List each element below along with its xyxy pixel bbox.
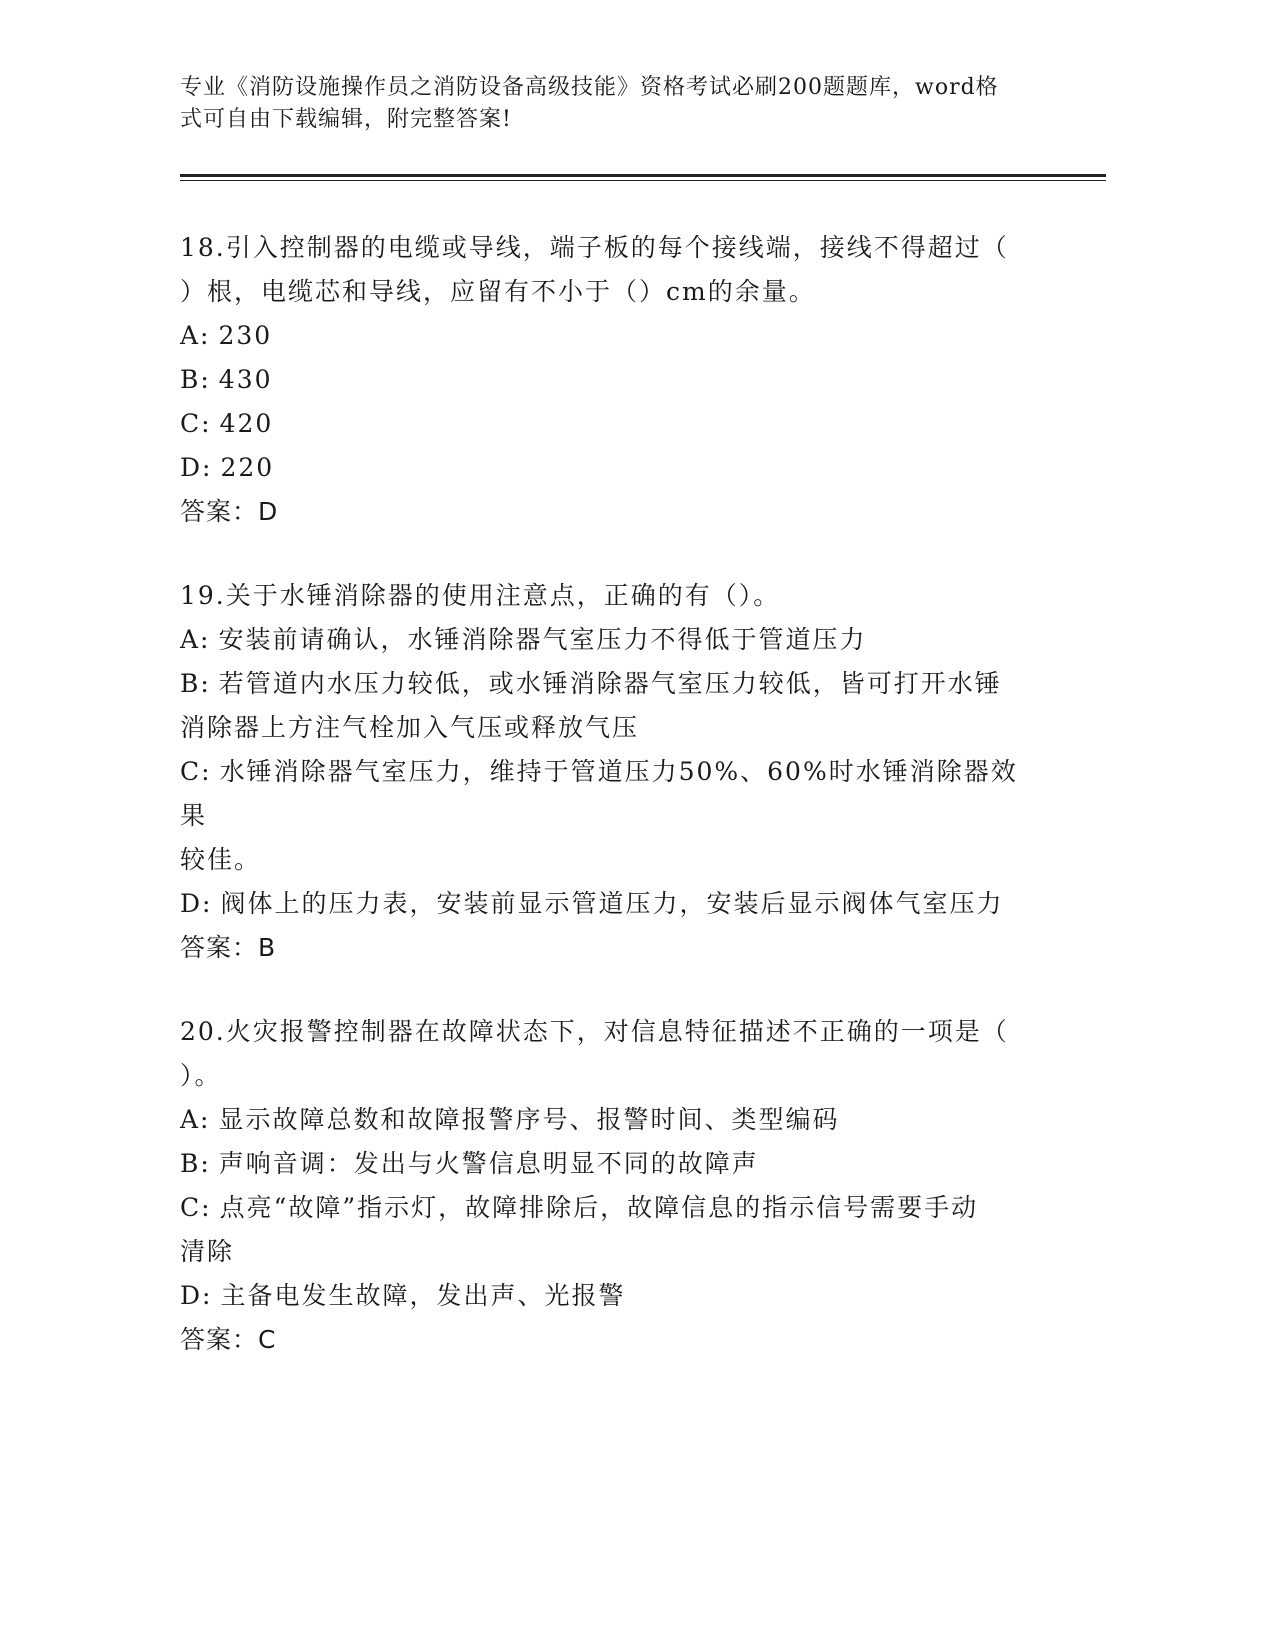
option-label: B: xyxy=(180,1149,211,1178)
option-label: C: xyxy=(180,409,212,438)
header-line-2: 式可自由下载编辑，附完整答案! xyxy=(180,107,512,132)
option-b xyxy=(180,662,1040,706)
header-divider-thin xyxy=(180,180,1106,181)
question-stem-line: 20.火灾报警控制器在故障状态下，对信息特征描述不正确的一项是（ xyxy=(180,1017,1009,1046)
option-label: D: xyxy=(180,453,213,482)
header-divider-thick xyxy=(180,174,1106,177)
option-text: 230 xyxy=(218,321,273,350)
document-header xyxy=(180,72,1060,136)
option-a xyxy=(180,618,1040,662)
header-line-1: 专业《消防设施操作员之消防设备高级技能》资格考试必刷200题题库，word格 xyxy=(180,75,999,100)
option-text: 显示故障总数和故障报警序号、报警时间、类型编码 xyxy=(218,1105,840,1134)
option-label: A: xyxy=(180,1105,211,1134)
option-text: 430 xyxy=(218,365,273,394)
option-b xyxy=(180,358,1040,402)
answer-label: 答案：B xyxy=(180,933,277,962)
question-stem-line: ）。 xyxy=(180,1061,222,1090)
option-label: B: xyxy=(180,669,211,698)
option-label: D: xyxy=(180,889,213,918)
option-text: 声响音调：发出与火警信息明显不同的故障声 xyxy=(218,1149,759,1178)
answer-label: 答案：C xyxy=(180,1325,277,1354)
question-18 xyxy=(180,226,1040,534)
option-text: 阀体上的压力表，安装前显示管道压力，安装后显示阀体气室压力 xyxy=(220,889,1004,918)
option-text: 220 xyxy=(220,453,275,482)
option-label: D: xyxy=(180,1281,213,1310)
question-19 xyxy=(180,574,1040,970)
option-text: 若管道内水压力较低，或水锤消除器气室压力较低，皆可打开水锤 xyxy=(218,669,1002,698)
option-label: A: xyxy=(180,321,211,350)
option-label: C: xyxy=(180,1193,212,1222)
question-20 xyxy=(180,1010,1040,1362)
option-text: 主备电发生故障，发出声、光报警 xyxy=(220,1281,626,1310)
option-d xyxy=(180,1274,1040,1318)
option-c xyxy=(180,402,1040,446)
option-b-continuation: 消除器上方注气栓加入气压或释放气压 xyxy=(180,713,640,742)
option-text: 水锤消除器气室压力，维持于管道压力50%、60%时水锤消除器效果 xyxy=(180,757,1018,830)
option-text: 点亮“故障”指示灯，故障排除后，故障信息的指示信号需要手动 xyxy=(219,1193,979,1222)
question-stem-line: ）根，电缆芯和导线，应留有不小于（）cm的余量。 xyxy=(180,277,816,306)
option-text: 安装前请确认，水锤消除器气室压力不得低于管道压力 xyxy=(218,625,867,654)
option-text: 420 xyxy=(219,409,274,438)
option-d xyxy=(180,882,1040,926)
option-label: C: xyxy=(180,757,212,786)
option-a xyxy=(180,314,1040,358)
question-stem-line: 19.关于水锤消除器的使用注意点，正确的有（）。 xyxy=(180,581,781,610)
option-c xyxy=(180,1186,1040,1230)
option-label: B: xyxy=(180,365,211,394)
option-a xyxy=(180,1098,1040,1142)
option-label: A: xyxy=(180,625,211,654)
question-stem-line: 18.引入控制器的电缆或导线，端子板的每个接线端，接线不得超过（ xyxy=(180,233,1009,262)
option-c xyxy=(180,750,1040,838)
question-list xyxy=(180,226,1040,1402)
answer-label: 答案：D xyxy=(180,497,279,526)
option-c-continuation: 清除 xyxy=(180,1237,235,1266)
option-d xyxy=(180,446,1040,490)
option-b xyxy=(180,1142,1040,1186)
option-c-continuation: 较佳。 xyxy=(180,845,262,874)
